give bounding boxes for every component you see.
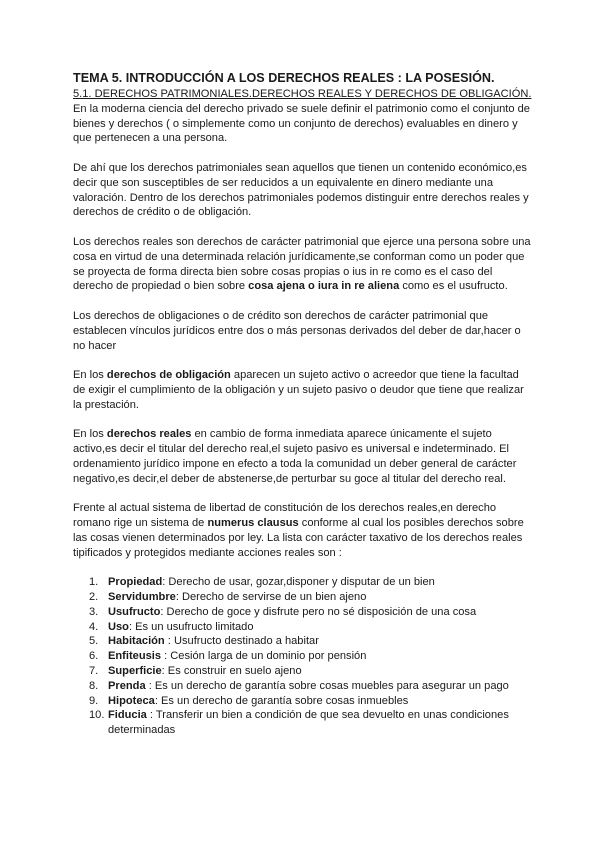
paragraph-patrimonio: En la moderna ciencia del derecho privado se suele definir el patrimonio como el conjunto de bienes y derechos ( o simplemente como un conjunto de derechos) evaluables en dinero y que pertenecen a una persona. <box>73 102 530 145</box>
list-item: 3. Usufructo: Derecho de goce y disfrute pero no sé disposición de una cosa <box>89 605 477 618</box>
derechos-reales-list <box>73 575 533 738</box>
paragraph-numerus-clausus: Frente al actual sistema de libertad de constitución de los derechos reales,en derecho romano rige un sistema de numerus clausus conforme al cual los posibles derechos sobre las cosas vienen determinados por ley. La lista con carácter taxativo de los derechos reales tipificados y protegidos mediante acciones reales son : <box>73 502 524 559</box>
paragraph-derechos-reales: Los derechos reales son derechos de carácter patrimonial que ejerce una persona sobre una cosa en virtud de una determinada relación jurídicamente,se conforman como un poder que se proyecta de forma directa bien sobre cosas propias o ius in re como es el caso del derecho de propiedad o bien sobre cosa ajena o iura in re aliena como es el usufructo. <box>73 235 531 293</box>
list-item: 2. Servidumbre: Derecho de servirse de un bien ajeno <box>89 591 367 604</box>
document-title: TEMA 5. INTRODUCCIÓN A LOS DERECHOS REALES : LA POSESIÓN. <box>73 71 495 85</box>
paragraph-derechos-patrimoniales: De ahí que los derechos patrimoniales sean aquellos que tienen un contenido económico,es decir que son susceptibles de ser reducidos a un equivalente en dinero mediante una valoración. Dentro de los derechos patrimoniales podemos distinguir entre derechos reales y derechos de crédito o de obligación. <box>73 161 529 219</box>
paragraph-derechos-obligaciones: Los derechos de obligaciones o de crédito son derechos de carácter patrimonial que establecen vínculos jurídicos entre dos o más personas derivados del deber de dar,hacer o no hacer <box>73 309 521 352</box>
list-item: 5. Habitación : Usufructo destinado a habitar <box>89 635 319 648</box>
document-page <box>73 70 533 738</box>
list-item: 9. Hipoteca: Es un derecho de garantía sobre cosas inmuebles <box>89 694 409 707</box>
list-item: 4. Uso: Es un usufructo limitado <box>89 620 254 633</box>
list-item: 1. Propiedad: Derecho de usar, gozar,disponer y disputar de un bien <box>89 576 435 589</box>
list-item: 8. Prenda : Es un derecho de garantía sobre cosas muebles para asegurar un pago <box>89 679 509 692</box>
list-item: 7. Superficie: Es construir en suelo ajeno <box>89 665 302 678</box>
section-heading: 5.1. DERECHOS PATRIMONIALES.DERECHOS REALES Y DERECHOS DE OBLIGACIÓN. <box>73 88 532 100</box>
list-item: 6. Enfiteusis : Cesión larga de un dominio por pensión <box>89 650 367 663</box>
paragraph-reales-sujetos: En los derechos reales en cambio de forma inmediata aparece únicamente el sujeto activo,es decir el titular del derecho real,el sujeto pasivo es universal e indeterminado. El ordenamiento jurídico impone en efecto a toda la comunidad un deber general de carácter negativo,es decir,el deber de abstenerse,de perturbar su goce al titular del derecho real. <box>73 428 517 485</box>
paragraph-obligacion-sujetos: En los derechos de obligación aparecen un sujeto activo o acreedor que tiene la facultad de exigir el cumplimiento de la obligación y un sujeto pasivo o deudor que tiene que realizar la prestación. <box>73 369 524 411</box>
list-item: 10. Fiducia : Transferir un bien a condición de que sea devuelto en unas condiciones determinadas <box>89 709 509 737</box>
